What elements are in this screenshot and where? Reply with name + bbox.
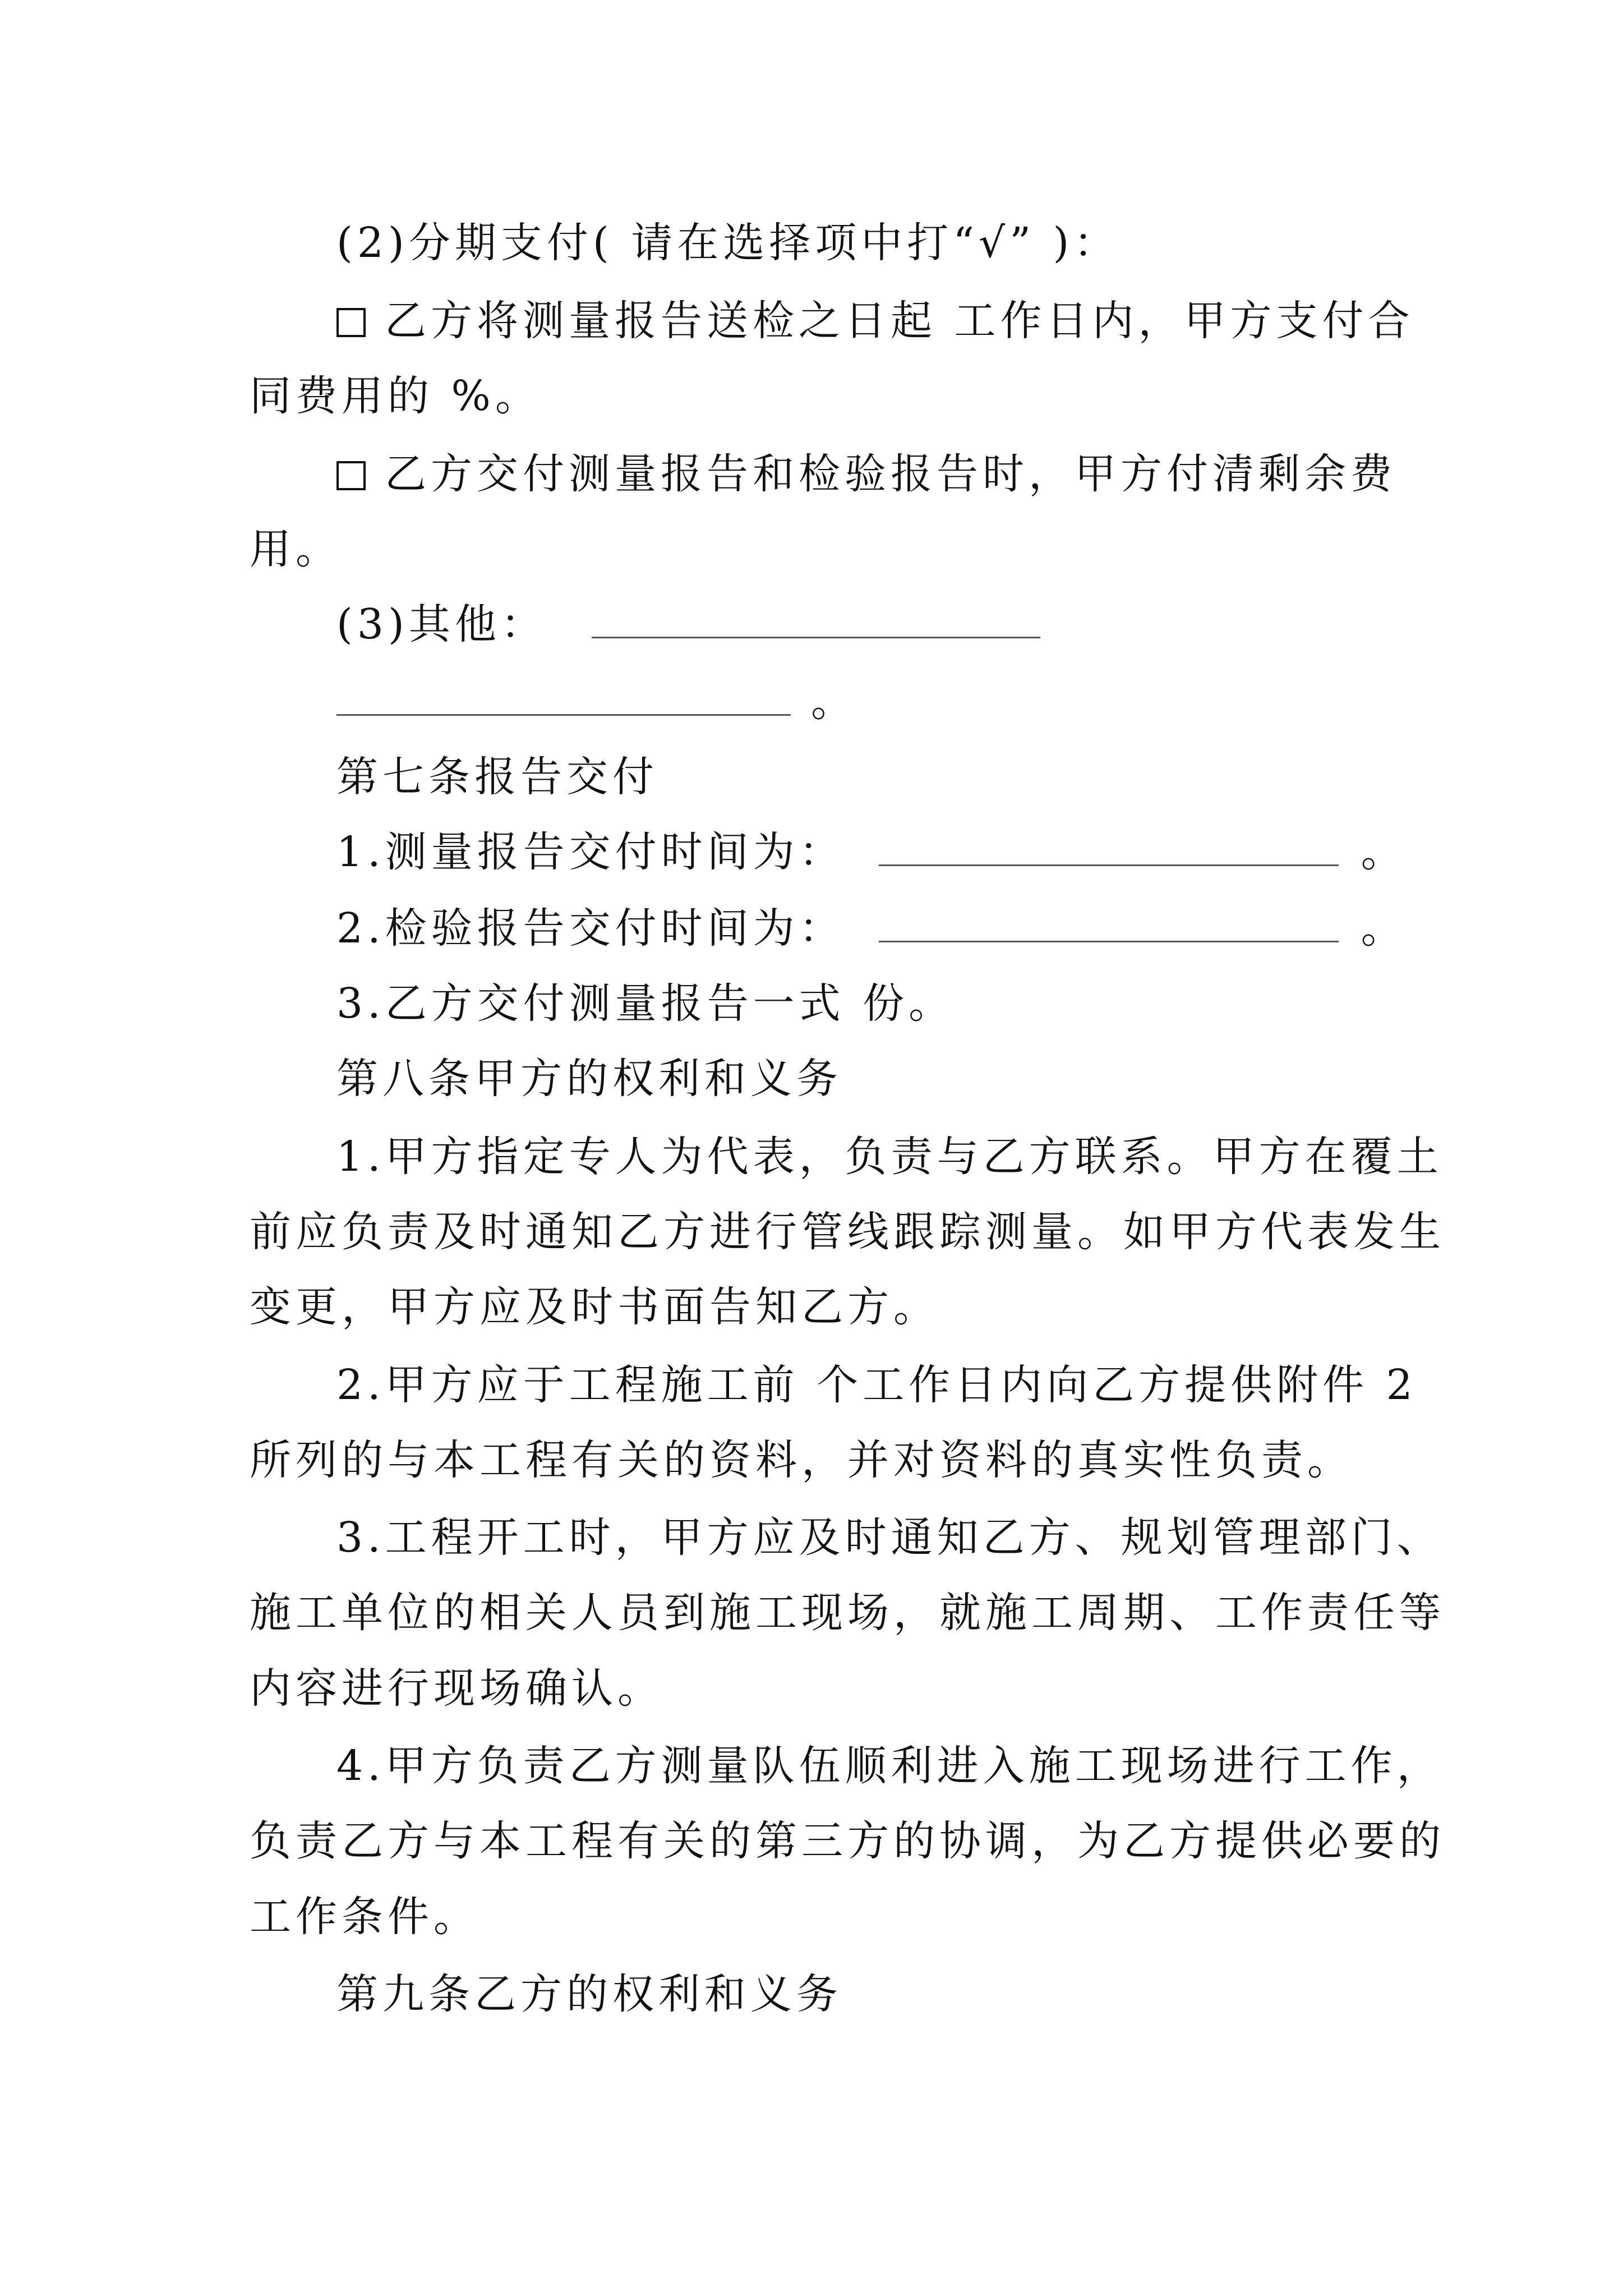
checkbox-option-1[interactable] xyxy=(336,308,366,337)
text-line xyxy=(250,1889,1388,1945)
article-8-item-4: 4.甲方负责乙方测量队伍顺利进入施工现场进行工作， xyxy=(336,1742,1443,1790)
article-8-item-3-cont: 施工单位的相关人员到施工现场，就施工周期、工作责任等 xyxy=(250,1589,1445,1637)
period: 。 xyxy=(1361,828,1407,876)
article-8-item-4-cont: 负责乙方与本工程有关的第三方的协调，为乙方提供必要的 xyxy=(250,1817,1445,1865)
other-label: (3)其他： xyxy=(336,600,547,648)
text-line xyxy=(336,596,1475,652)
text-line xyxy=(336,1510,1475,1566)
article-9-heading: 第九条乙方的权利和义务 xyxy=(336,1970,842,2018)
text-line xyxy=(250,521,1388,577)
option-1-text-cont: 同费用的 %。 xyxy=(250,372,541,420)
checkbox-option-2[interactable] xyxy=(336,461,366,490)
text-line xyxy=(336,293,1475,349)
article-8-item-1: 1.甲方指定专人为代表，负责与乙方联系。甲方在覆土 xyxy=(336,1133,1443,1181)
installment-payment-heading: (2)分期支付( 请在选择项中打“√” )： xyxy=(336,219,1120,267)
text-line xyxy=(336,674,1475,730)
article-7-heading: 第七条报告交付 xyxy=(336,753,658,801)
text-line xyxy=(336,1357,1475,1413)
text-line xyxy=(336,215,1475,271)
text-line xyxy=(250,1204,1445,1260)
article-8-item-3-cont: 内容进行现场确认。 xyxy=(250,1664,663,1713)
article-8-item-4-cont: 工作条件。 xyxy=(250,1893,479,1941)
article-8-item-1-cont: 前应负责及时通知乙方进行管线跟踪测量。如甲方代表发生 xyxy=(250,1208,1445,1256)
report-copies-text: 3.乙方交付测量报告一式 份。 xyxy=(336,979,955,1028)
option-2-text-cont: 用。 xyxy=(250,525,342,573)
inspection-report-delivery-blank[interactable] xyxy=(879,907,1339,942)
other-blank-2[interactable] xyxy=(336,680,791,716)
text-line xyxy=(336,749,1475,805)
survey-report-delivery-blank[interactable] xyxy=(879,831,1339,866)
option-1-text: 乙方将测量报告送检之日起 工作日内，甲方支付合 xyxy=(385,297,1414,345)
other-blank-1[interactable] xyxy=(592,603,1040,638)
text-line xyxy=(336,1738,1475,1794)
article-8-item-2-cont: 所列的与本工程有关的资料，并对资料的真实性负责。 xyxy=(250,1436,1353,1484)
option-2-text: 乙方交付测量报告和检验报告时，甲方付清剩余费 xyxy=(385,450,1396,498)
text-line xyxy=(250,1432,1388,1488)
article-8-heading: 第八条甲方的权利和义务 xyxy=(336,1055,842,1103)
text-line xyxy=(336,1129,1475,1185)
text-line xyxy=(336,824,1475,880)
text-line xyxy=(336,446,1475,502)
inspection-report-delivery-label: 2.检验报告交付时间为： xyxy=(336,904,845,953)
article-8-item-3: 3.工程开工时，甲方应及时通知乙方、规划管理部门、 xyxy=(336,1513,1443,1562)
article-8-item-1-cont: 变更，甲方应及时书面告知乙方。 xyxy=(250,1283,939,1331)
text-line xyxy=(250,1813,1445,1869)
text-line xyxy=(336,1051,1475,1107)
text-line xyxy=(336,1966,1475,2022)
period: 。 xyxy=(811,678,857,726)
period: 。 xyxy=(1361,904,1407,953)
text-line xyxy=(336,900,1475,956)
text-line xyxy=(250,368,1388,424)
text-line xyxy=(250,1279,1388,1335)
text-line xyxy=(250,1660,1388,1717)
survey-report-delivery-label: 1.测量报告交付时间为： xyxy=(336,828,845,876)
text-line xyxy=(250,1585,1445,1641)
text-line xyxy=(336,976,1475,1032)
article-8-item-2: 2.甲方应于工程施工前 个工作日内向乙方提供附件 2 xyxy=(336,1361,1417,1409)
